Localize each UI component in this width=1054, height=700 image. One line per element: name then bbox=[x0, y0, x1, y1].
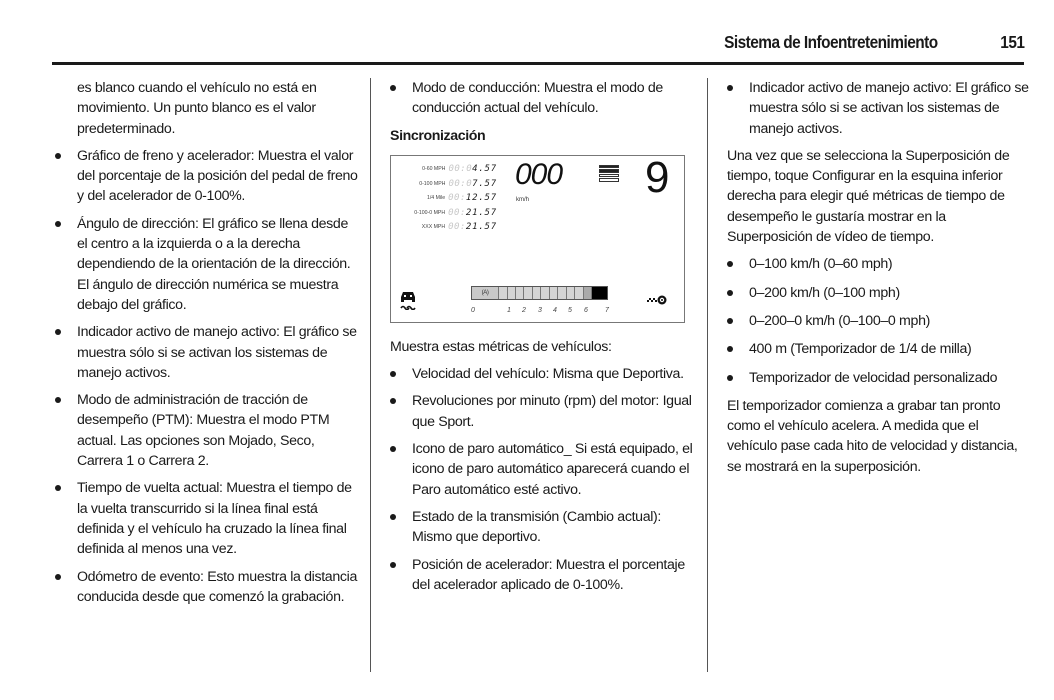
bullet-icon bbox=[390, 514, 396, 520]
checkered-flag-wheel-icon bbox=[647, 294, 667, 306]
section-subheading: Sincronización bbox=[390, 127, 486, 144]
section-title: Sistema de Infoentretenimiento bbox=[724, 32, 938, 52]
bullet-icon bbox=[55, 221, 61, 227]
list-item: Velocidad del vehículo: Misma que Deportiva. bbox=[390, 364, 695, 384]
bullet-icon bbox=[727, 375, 733, 381]
throttle-gauge bbox=[471, 286, 608, 300]
timer-row: XXX MPH 00: 21.57 bbox=[421, 222, 497, 232]
bullet-icon bbox=[390, 446, 396, 452]
list-item: 0–200 km/h (0–100 mph) bbox=[727, 283, 1032, 303]
metrics-intro: Muestra estas métricas de vehículos: bbox=[390, 338, 612, 355]
bullet-icon bbox=[55, 329, 61, 335]
top-list bbox=[390, 78, 695, 119]
traction-control-icon bbox=[399, 290, 417, 310]
bullet-icon bbox=[390, 85, 396, 91]
list-item: Ángulo de dirección: El gráfico se llena desde el centro a la izquierda o a la derecha dependiendo de la orientación de la dirección. El ángulo de dirección numérica se muestra debajo del gráfico. bbox=[55, 214, 360, 315]
list-item: Temporizador de velocidad personalizado bbox=[727, 368, 1032, 388]
list-item: Icono de paro automático_ Si está equipado, el icono de paro automático aparecerá cuando el Paro automático esté activo. bbox=[390, 439, 695, 500]
bullet-icon bbox=[55, 397, 61, 403]
top-list bbox=[727, 78, 1032, 139]
list-item: 0–200–0 km/h (0–100–0 mph) bbox=[727, 311, 1032, 331]
rpm-bars-icon bbox=[599, 165, 619, 187]
timer-row: 0-100 MPH 00:0 7.57 bbox=[419, 178, 497, 189]
list-item: Odómetro de evento: Esto muestra la distancia conducida desde que comenzó la grabación. bbox=[55, 567, 360, 608]
timer-row: 1/4 Mile 00: 12.57 bbox=[426, 193, 497, 203]
bullet-icon bbox=[727, 261, 733, 267]
overlay-config-paragraph: Una vez que se selecciona la Superposición de tiempo, toque Configurar en la esquina inferior derecha para elegir qué métricas de tiempo de desempeño le gustaría mostrar en la Superposición de vídeo de tiempo. bbox=[727, 147, 1010, 246]
bullet-icon bbox=[390, 562, 396, 568]
feature-list bbox=[55, 146, 360, 607]
list-item: Tiempo de vuelta actual: Muestra el tiempo de la vuelta transcurrido si la línea final está definida y el vehículo ha cruzado la línea final definida al menos una vez. bbox=[55, 478, 360, 559]
column-divider bbox=[370, 78, 371, 672]
bullet-icon bbox=[55, 485, 61, 491]
bullet-icon bbox=[55, 153, 61, 159]
bullet-icon bbox=[727, 318, 733, 324]
timer-row: 0-60 MPH 00:0 4.57 bbox=[422, 164, 497, 174]
list-item: Estado de la transmisión (Cambio actual): Mismo que deportivo. bbox=[390, 507, 695, 548]
throttle-ticks: 0 1 2 3 4 5 6 7 bbox=[471, 306, 609, 314]
metrics-list bbox=[390, 364, 695, 595]
gear-indicator: 9 bbox=[645, 152, 670, 202]
auto-indicator: (A) bbox=[472, 287, 499, 299]
bullet-icon bbox=[55, 574, 61, 580]
list-item: Indicador activo de manejo activo: El gráfico se muestra sólo si se activan los sistemas de manejo activos. bbox=[55, 322, 360, 383]
list-item: Posición de acelerador: Muestra el porcentaje del acelerador aplicado de 0-100%. bbox=[390, 555, 695, 596]
bullet-icon bbox=[727, 290, 733, 296]
continuation-paragraph: es blanco cuando el vehículo no está en movimiento. Un punto blanco es el valor predeterminado. bbox=[77, 80, 317, 137]
list-item: Revoluciones por minuto (rpm) del motor: Igual que Sport. bbox=[390, 391, 695, 432]
column-2 bbox=[390, 78, 695, 602]
list-item: 0–100 km/h (0–60 mph) bbox=[727, 254, 1032, 274]
list-item: Modo de conducción: Muestra el modo de conducción actual del vehículo. bbox=[390, 78, 695, 119]
bullet-icon bbox=[390, 371, 396, 377]
list-item: Gráfico de freno y acelerador: Muestra el valor del porcentaje de la posición del pedal de freno y del acelerador de 0-100%. bbox=[55, 146, 360, 207]
speed-readout: 000 bbox=[515, 157, 563, 191]
speed-unit: km/h bbox=[516, 196, 530, 203]
page-number: 151 bbox=[999, 32, 1024, 52]
column-3 bbox=[727, 78, 1032, 484]
list-item: 400 m (Temporizador de 1/4 de milla) bbox=[727, 339, 1032, 359]
column-1 bbox=[55, 78, 360, 614]
column-divider bbox=[707, 78, 708, 672]
header-rule bbox=[52, 62, 1024, 65]
timing-options-list bbox=[727, 254, 1032, 387]
bullet-icon bbox=[727, 346, 733, 352]
timer-row: 0-100-0 MPH 00: 21.57 bbox=[414, 207, 497, 218]
timer-list bbox=[401, 162, 497, 235]
bullet-icon bbox=[390, 398, 396, 404]
bullet-icon bbox=[727, 85, 733, 91]
page-header bbox=[52, 30, 1024, 56]
list-item: Modo de administración de tracción de desempeño (PTM): Muestra el modo PTM actual. Las opciones son Mojado, Seco, Carrera 1 o Carrera 2. bbox=[55, 390, 360, 471]
list-item: Indicador activo de manejo activo: El gráfico se muestra sólo si se activan los sistemas de manejo activos. bbox=[727, 78, 1032, 139]
timer-paragraph: El temporizador comienza a grabar tan pronto como el vehículo acelera. A medida que el vehículo pase cada hito de velocidad y distancia, se mostrará en la superposición. bbox=[727, 397, 1018, 475]
timing-display-figure bbox=[390, 152, 685, 323]
